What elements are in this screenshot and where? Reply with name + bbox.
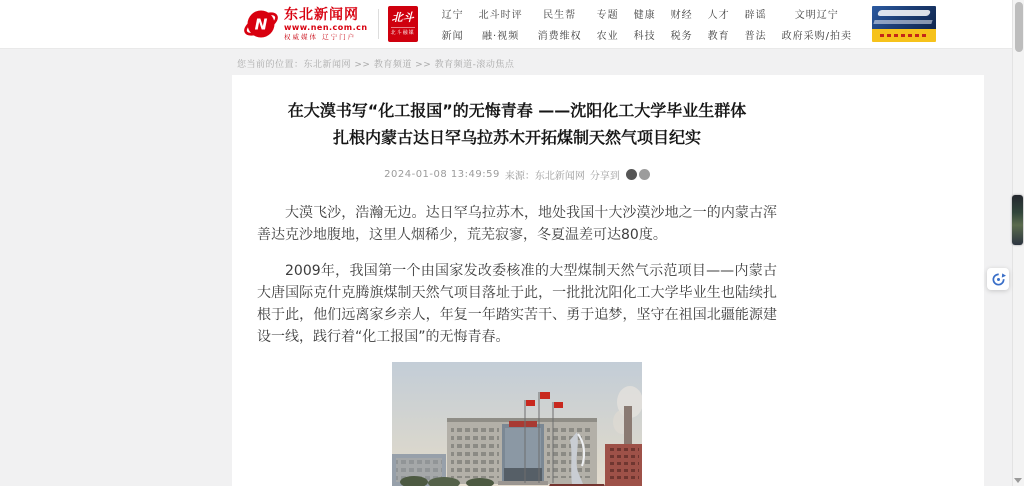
- nav-item-gov-procurement[interactable]: 政府采购/拍卖: [781, 31, 852, 42]
- nav-item-agriculture[interactable]: 农业: [596, 31, 619, 42]
- nav-col-special: [597, 6, 619, 42]
- nav-item-minsheng[interactable]: 民生帮: [543, 10, 577, 21]
- svg-text:N: N: [254, 15, 268, 34]
- nav-col-civilized: [782, 6, 852, 42]
- site-logo[interactable]: [243, 6, 368, 42]
- nav-item-special[interactable]: 专题: [596, 10, 619, 21]
- nav-item-health[interactable]: 健康: [633, 10, 656, 21]
- nav-col-minsheng: [538, 6, 582, 42]
- article-paragraph-2: 2009年，我国第一个由国家发改委核准的大型煤制天然气示范项目——内蒙古大唐国际克什克腾旗煤制天然气项目落址于此，一批批沈阳化工大学毕业生也陆续扎根于此，他们远离家乡亲人，年复一年踏实苦干、勇于追梦，坚守在祖国北疆能源建设一线，践行着“化工报国”的无悔青春。: [257, 263, 777, 345]
- article-card: [232, 75, 984, 486]
- article-paragraph-1: 大漠飞沙，浩瀚无边。达日罕乌拉苏木，地处我国十大沙漠沙地之一的内蒙古浑善达克沙地腹地，这里人烟稀少，荒芜寂寥，冬夏温差可达80度。: [257, 205, 777, 243]
- site-name: 东北新闻网: [284, 6, 359, 23]
- wechat-share-icon[interactable]: [626, 169, 637, 180]
- nav-item-tax[interactable]: 税务: [670, 31, 693, 42]
- nav-item-liaoning[interactable]: 辽宁: [441, 10, 464, 21]
- article-title: [257, 97, 777, 151]
- article-title-line2: 扎根内蒙古达日罕乌拉苏木开拓煤制天然气项目纪实: [332, 128, 701, 147]
- header-ad-banner[interactable]: [872, 6, 936, 42]
- nav-item-pufa[interactable]: 普法: [744, 31, 767, 42]
- weibo-share-icon[interactable]: [639, 169, 650, 180]
- nav-item-beidou-comment[interactable]: 北斗时评: [478, 10, 523, 21]
- beidou-badge[interactable]: [388, 6, 418, 42]
- breadcrumb-path[interactable]: 东北新闻网 >> 教育频道 >> 教育频道-滚动焦点: [303, 60, 515, 70]
- site-header: [0, 0, 1024, 49]
- beidou-badge-subtitle: 北斗融媒: [391, 27, 415, 36]
- article-title-line1: 在大漠书写“化工报国”的无悔青春 ——沈阳化工大学毕业生群体: [287, 101, 747, 120]
- nen-globe-icon: [243, 6, 279, 42]
- article: [257, 97, 777, 486]
- site-tagline: 权威媒体 辽宁门户: [284, 32, 357, 41]
- circular-arrows-icon: [991, 272, 1006, 287]
- header-divider: [378, 9, 379, 39]
- article-datetime: 2024-01-08 13:49:59: [384, 169, 500, 180]
- ad-banner-image: [872, 6, 936, 29]
- floating-share-button[interactable]: [987, 268, 1009, 290]
- article-photo: [392, 362, 642, 486]
- nav-item-consumer[interactable]: 消费维权: [537, 31, 582, 42]
- nav-col-talent: [708, 6, 730, 42]
- article-source: 来源：东北新闻网: [504, 171, 585, 182]
- breadcrumb: [237, 57, 514, 70]
- main-nav: [442, 6, 852, 42]
- ad-banner-caption: [872, 29, 936, 42]
- floating-mini-widget[interactable]: [1012, 195, 1023, 245]
- nav-item-civilized-liaoning[interactable]: 文明辽宁: [794, 10, 839, 21]
- nav-item-education[interactable]: 教育: [707, 31, 730, 42]
- nav-item-talent[interactable]: 人才: [707, 10, 730, 21]
- breadcrumb-label: 您当前的位置：: [237, 60, 304, 70]
- nav-col-beidou-comment: [479, 6, 523, 42]
- nav-item-news[interactable]: 新闻: [441, 31, 464, 42]
- nav-item-video[interactable]: 融·视频: [482, 31, 520, 42]
- scrollbar-thumb[interactable]: [1015, 2, 1023, 52]
- nav-col-liaoning: [442, 6, 464, 42]
- beidou-badge-title: 北斗: [391, 11, 414, 25]
- nav-item-piyao[interactable]: 辟谣: [744, 10, 767, 21]
- nav-col-piyao: [745, 6, 767, 42]
- nav-col-finance: [671, 6, 693, 42]
- share-label: 分享到: [589, 171, 620, 182]
- scrollbar-down-arrow-icon[interactable]: [1014, 478, 1022, 483]
- article-meta: [257, 167, 777, 182]
- site-url: www.nen.com.cn: [284, 22, 368, 32]
- nav-item-tech[interactable]: 科技: [633, 31, 656, 42]
- article-body: [257, 202, 777, 348]
- nav-item-finance[interactable]: 财经: [670, 10, 693, 21]
- nav-col-health: [634, 6, 656, 42]
